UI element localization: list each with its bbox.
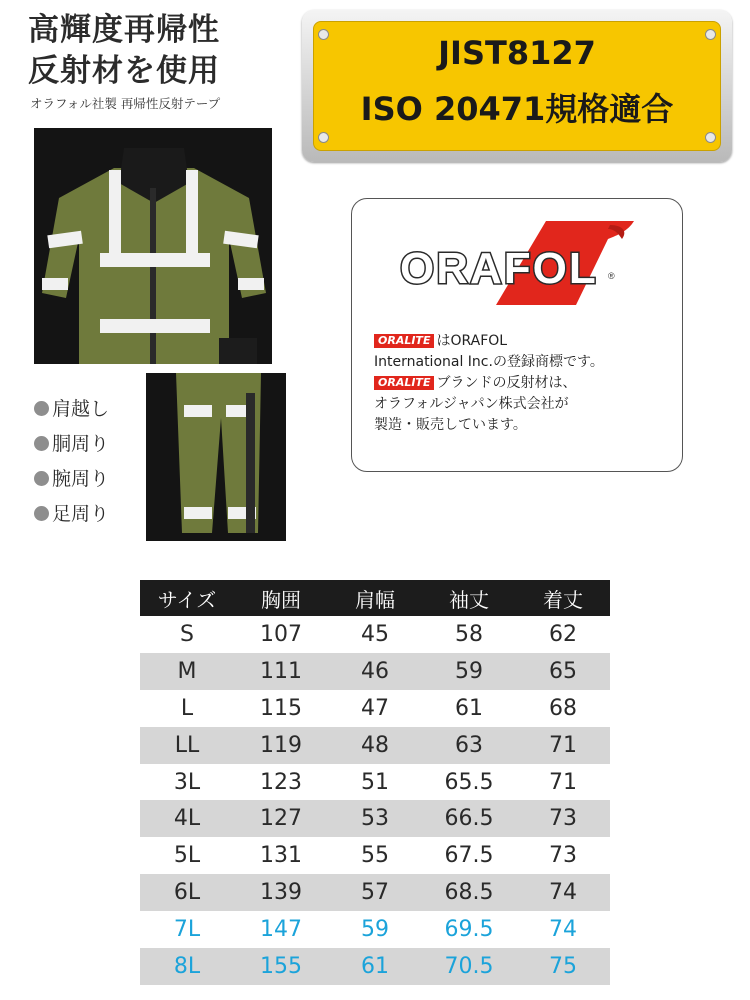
table-cell: 119: [234, 727, 328, 764]
table-row: [140, 653, 610, 690]
bullet-icon: [34, 506, 49, 521]
table-cell: 5L: [173, 843, 201, 869]
rivet-icon: [705, 29, 716, 40]
table-cell: 67.5: [444, 843, 494, 869]
table-cell: 139: [234, 874, 328, 911]
table-cell: 123: [260, 769, 302, 795]
list-item: [34, 462, 109, 497]
table-cell: 8L: [140, 948, 234, 985]
standard-plate: [302, 10, 732, 162]
headline-line-1: 高輝度再帰性: [28, 12, 220, 48]
brand-text-line: ブランドの反射材は、: [436, 375, 577, 391]
table-cell: 51: [361, 769, 389, 795]
table-row: [140, 764, 610, 801]
column-header: 袖丈: [422, 580, 516, 616]
table-cell: 147: [260, 917, 302, 943]
brand-box: [351, 198, 683, 472]
table-cell: 4L: [140, 800, 234, 837]
table-cell: 3L: [173, 769, 201, 795]
table-cell: 61: [455, 695, 483, 721]
table-cell: 127: [234, 800, 328, 837]
headline-line-2: 反射材を使用: [28, 53, 220, 89]
table-cell: 63: [422, 727, 516, 764]
pants-photo: [146, 373, 286, 541]
orafol-logo: [396, 221, 636, 306]
table-cell: 58: [455, 621, 483, 647]
table-cell: 73: [516, 800, 610, 837]
table-cell: 75: [516, 948, 610, 985]
rivet-icon: [318, 29, 329, 40]
brand-text-line: International Inc.の登録商標です。: [374, 354, 604, 370]
svg-text:®: ®: [608, 271, 615, 281]
reflective-area-label: 腕周り: [52, 468, 110, 490]
brand-text-line: オラフォルジャパン株式会社が: [374, 396, 569, 412]
pants-illustration: [146, 373, 286, 541]
table-row: [140, 911, 610, 948]
table-cell: 57: [328, 874, 422, 911]
jacket-illustration: [34, 128, 272, 364]
table-cell: 68: [549, 695, 577, 721]
table-cell: 65: [516, 653, 610, 690]
table-row: [140, 800, 610, 837]
headline: [28, 10, 220, 92]
table-cell: 69.5: [444, 917, 494, 943]
brand-text-line: はORAFOL: [436, 333, 508, 349]
reflective-area-label: 足周り: [52, 503, 110, 525]
size-table-header: [140, 580, 610, 616]
column-header: 着丈: [516, 580, 610, 616]
table-cell: 74: [516, 874, 610, 911]
table-cell: 46: [328, 653, 422, 690]
bullet-icon: [34, 436, 49, 451]
column-header: サイズ: [140, 580, 234, 616]
table-cell: LL: [140, 727, 234, 764]
orafol-logo-text: ORAFOL: [400, 244, 598, 293]
table-cell: 115: [260, 695, 302, 721]
table-cell: 66.5: [422, 800, 516, 837]
table-cell: 71: [516, 727, 610, 764]
table-cell: 48: [328, 727, 422, 764]
list-item: [34, 497, 109, 532]
table-cell: 59: [422, 653, 516, 690]
rivet-icon: [318, 132, 329, 143]
brand-text-line: 製造・販売しています。: [374, 417, 527, 433]
column-header: 肩幅: [328, 580, 422, 616]
brand-description: [374, 331, 604, 436]
table-cell: 62: [549, 621, 577, 647]
table-row: [140, 837, 610, 874]
jacket-photo: [34, 128, 272, 364]
table-cell: 53: [328, 800, 422, 837]
table-cell: 74: [549, 917, 577, 943]
table-cell: 59: [361, 917, 389, 943]
table-cell: 45: [361, 621, 389, 647]
table-cell: 71: [549, 769, 577, 795]
reflective-area-label: 肩越し: [52, 398, 110, 420]
bullet-icon: [34, 471, 49, 486]
column-header: 胸囲: [234, 580, 328, 616]
table-cell: L: [180, 695, 194, 721]
table-cell: S: [180, 621, 194, 647]
reflective-area-list: [34, 392, 109, 532]
reflective-area-label: 胴周り: [52, 433, 110, 455]
table-cell: 47: [361, 695, 389, 721]
table-cell: 107: [260, 621, 302, 647]
headline-subtitle: オラフォル社製 再帰性反射テープ: [30, 96, 221, 111]
table-cell: 6L: [140, 874, 234, 911]
table-cell: 131: [260, 843, 302, 869]
size-table: [140, 580, 610, 985]
standard-line-2: ISO 20471規格適合: [360, 90, 674, 128]
oralite-tag: ORALITE: [374, 376, 434, 390]
bullet-icon: [34, 401, 49, 416]
table-cell: 7L: [173, 917, 201, 943]
table-row: [140, 727, 610, 764]
rivet-icon: [705, 132, 716, 143]
table-row: [140, 616, 610, 653]
table-cell: 70.5: [422, 948, 516, 985]
list-item: [34, 392, 109, 427]
standard-line-1: JIST8127: [438, 34, 596, 72]
table-cell: 65.5: [444, 769, 494, 795]
list-item: [34, 427, 109, 462]
oralite-tag: ORALITE: [374, 334, 434, 348]
table-row: [140, 948, 610, 985]
table-cell: 111: [234, 653, 328, 690]
table-cell: 55: [361, 843, 389, 869]
table-row: [140, 690, 610, 727]
table-row: [140, 874, 610, 911]
size-table-body: [140, 616, 610, 985]
table-cell: 68.5: [422, 874, 516, 911]
table-cell: 73: [549, 843, 577, 869]
table-cell: 155: [234, 948, 328, 985]
standard-plate-face: [313, 21, 721, 151]
table-cell: 61: [328, 948, 422, 985]
table-cell: M: [140, 653, 234, 690]
